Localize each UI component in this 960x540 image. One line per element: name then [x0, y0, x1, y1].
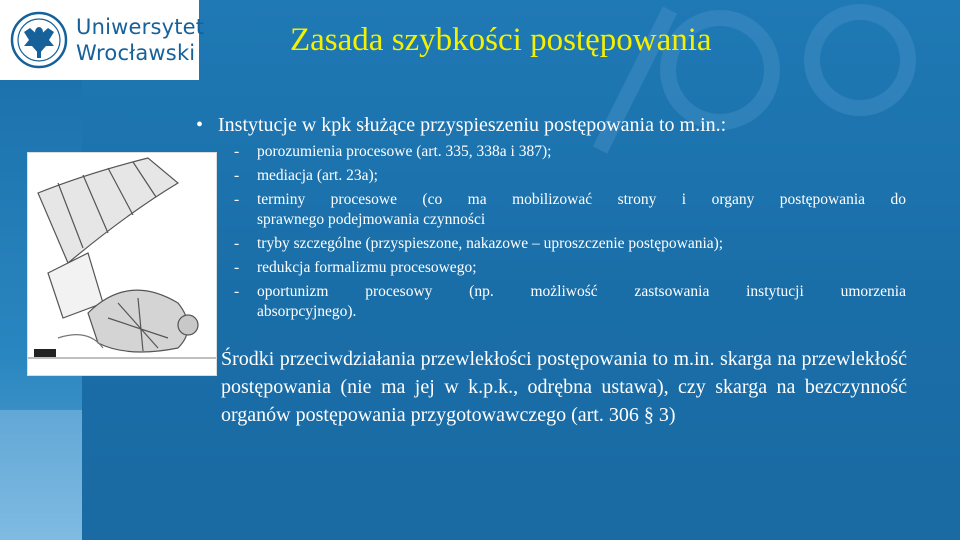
university-logo — [0, 0, 205, 80]
cartoon-illustration — [27, 152, 217, 376]
list-item-continuation: sprawnego podejmowania czynności — [257, 211, 486, 228]
remedies-paragraph: Środki przeciwdziałania przewlekłości postępowania to m.in. skarga na przewlekłość postępowania (nie ma jej w k.p.k., odrębna ustawa), czy skarga na bezczynność organów postępowania przygotowawczego (art. 306 § 3) — [221, 348, 907, 426]
main-bullet — [196, 112, 926, 138]
list-item: - oportunizm procesowy (np. możliwość zastsowania instytucji umorzenia — [234, 283, 906, 300]
list-item: - tryby szczególne (przyspieszone, nakazowe – uproszczenie postępowania); — [234, 235, 724, 252]
university-name — [76, 14, 204, 66]
list-item: - porozumienia procesowe (art. 335, 338a i 387); — [234, 143, 552, 160]
university-eagle-emblem-icon — [10, 10, 68, 70]
university-name-line-2: Wrocławski — [76, 41, 196, 65]
institutions-list — [232, 142, 906, 326]
list-item: - terminy procesowe (co ma mobilizować strony i organy postępowania do — [234, 191, 906, 208]
list-item-continuation: absorpcyjnego). — [257, 303, 357, 320]
list-item: - redukcja formalizmu procesowego; — [234, 259, 477, 276]
list-item: - mediacja (art. 23a); — [234, 167, 378, 184]
left-decorative-band-light — [0, 410, 82, 540]
university-name-line-1: Uniwersytet — [76, 15, 205, 39]
bullet-dot: • — [196, 114, 204, 136]
slide-title: Zasada szybkości postępowania — [290, 22, 712, 58]
main-bullet-text: Instytucje w kpk służące przyspieszeniu postępowania to m.in.: — [218, 114, 727, 136]
